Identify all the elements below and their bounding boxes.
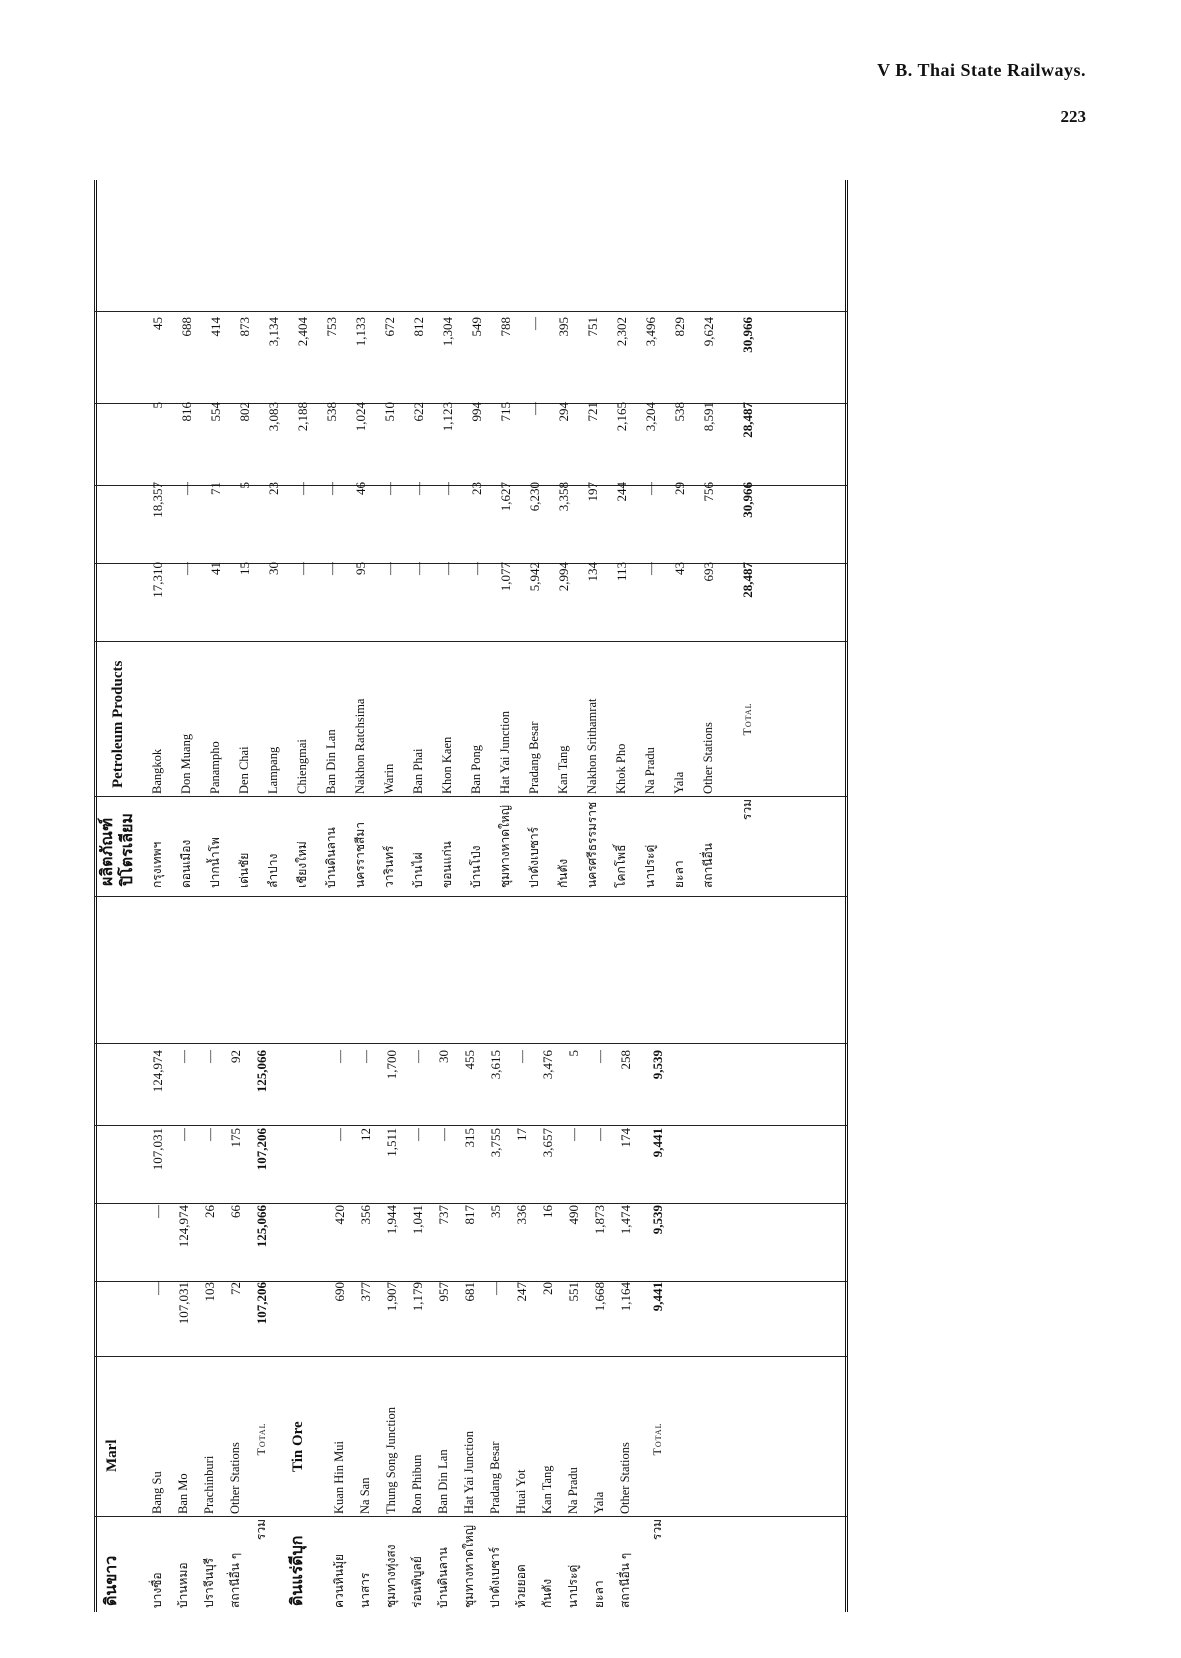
row-station-name: Kan Tang	[556, 745, 570, 794]
row-thai-label: รวม	[740, 799, 754, 821]
value-cell: 1,077	[498, 562, 513, 592]
column-rule	[94, 311, 848, 312]
row-thai-label: บ้านดินลาน	[436, 1547, 450, 1608]
value-cell: 1,024	[353, 402, 368, 432]
value-cell: 788	[498, 317, 513, 337]
value-cell: —	[295, 482, 310, 495]
row-station-name: Na Pradu	[566, 1467, 580, 1514]
value-cell: 35	[488, 1205, 503, 1218]
row-station-name: Hat Yai Junction	[462, 1431, 476, 1514]
value-cell: 622	[411, 402, 426, 422]
row-station-name: Bangkok	[150, 748, 164, 794]
value-cell: —	[488, 1282, 503, 1295]
value-cell: 1,907	[384, 1282, 399, 1312]
row-thai-label: นาประดู่	[643, 844, 657, 888]
value-cell: —	[202, 1128, 217, 1141]
row-thai-label: นครศรีธรรมราช	[585, 801, 599, 888]
row-thai-label: ดอนเมือง	[179, 839, 193, 888]
value-cell: 66	[228, 1205, 243, 1218]
value-cell: 829	[672, 317, 687, 337]
value-cell: 43	[672, 562, 687, 575]
value-cell: 802	[237, 402, 252, 422]
value-cell: 551	[566, 1282, 581, 1302]
value-cell: 9,539	[650, 1050, 665, 1080]
value-cell: 9,624	[701, 317, 716, 347]
value-cell: —	[592, 1050, 607, 1063]
row-thai-label: ชุมทางหาดใหญ่	[462, 1525, 476, 1608]
value-cell: 538	[672, 402, 687, 422]
value-cell: 2,404	[295, 317, 310, 347]
value-cell: 957	[436, 1282, 451, 1302]
row-station-name: Den Chai	[237, 746, 251, 794]
column-rule	[94, 896, 848, 897]
value-cell: 490	[566, 1205, 581, 1225]
value-cell: 377	[358, 1282, 373, 1302]
value-cell: 197	[585, 482, 600, 502]
value-cell: 737	[436, 1205, 451, 1225]
value-cell: 26	[202, 1205, 217, 1218]
value-cell: 3,657	[540, 1128, 555, 1158]
row-station-name: Yala	[592, 1491, 606, 1514]
value-cell: 336	[514, 1205, 529, 1225]
value-cell: 30	[266, 562, 281, 575]
value-cell: —	[440, 482, 455, 495]
row-station-name: Bang Su	[150, 1471, 164, 1514]
row-station-name: Khon Kaen	[440, 736, 454, 794]
value-cell: 16	[540, 1205, 555, 1218]
value-cell: —	[436, 1128, 451, 1141]
value-cell: 45	[150, 317, 165, 330]
row-thai-label: เชียงใหม่	[295, 841, 309, 888]
value-cell: 9,441	[650, 1282, 665, 1312]
row-station-name: Other Stations	[701, 722, 715, 794]
row-thai-label: ปาดังเบซาร์	[527, 826, 541, 888]
row-thai-label: กรุงเทพฯ	[150, 841, 164, 888]
row-station-name: Kan Tang	[540, 1465, 554, 1514]
row-thai-label: นาประดู่	[566, 1564, 580, 1608]
total-label: Total	[650, 1422, 664, 1456]
row-station-name: Ban Pong	[469, 745, 483, 794]
row-station-name: Ban Din Lan	[436, 1449, 450, 1514]
row-station-name: Nakhon Ratchsima	[353, 698, 367, 794]
value-cell: 1,627	[498, 482, 513, 512]
value-cell: 28,487	[740, 562, 755, 598]
row-station-name: Other Stations	[228, 1442, 242, 1514]
row-thai-label: โคกโพธิ์	[614, 844, 628, 888]
value-cell: 5	[566, 1050, 581, 1057]
value-cell: 751	[585, 317, 600, 337]
value-cell: 247	[514, 1282, 529, 1302]
value-cell: 538	[324, 402, 339, 422]
column-rule	[94, 1516, 848, 1517]
row-thai-label: นครราชสีมา	[353, 822, 367, 888]
value-cell: 756	[701, 482, 716, 502]
row-thai-label: ห้วยยอด	[514, 1564, 528, 1608]
row-thai-label: ควนหินมุ้ย	[332, 1553, 346, 1608]
row-thai-label: สถานีอื่น	[701, 843, 715, 888]
value-cell: 812	[411, 317, 426, 337]
value-cell: 29	[672, 482, 687, 495]
value-cell: 17,310	[150, 562, 165, 598]
value-cell: 688	[179, 317, 194, 337]
rotated-table-container	[94, 180, 848, 1612]
value-cell: 107,031	[176, 1282, 191, 1325]
row-thai-label: รวม	[254, 1519, 268, 1541]
value-cell: 46	[353, 482, 368, 495]
row-station-name: Thung Song Junction	[384, 1407, 398, 1514]
row-station-name: Ron Phibun	[410, 1454, 424, 1514]
value-cell: 12	[358, 1128, 373, 1141]
value-cell: 18,357	[150, 482, 165, 518]
value-cell: 8,591	[701, 402, 716, 432]
value-cell: —	[469, 562, 484, 575]
value-cell: 107,206	[254, 1128, 269, 1171]
value-cell: 5,942	[527, 562, 542, 592]
section-thai-title: ดินแร่ดีบุก	[287, 1535, 306, 1606]
row-thai-label: ลำปาง	[266, 853, 280, 888]
value-cell: 420	[332, 1205, 347, 1225]
row-thai-label: กันตัง	[540, 1578, 554, 1608]
row-station-name: Pradang Besar	[488, 1441, 502, 1514]
value-cell: 1,179	[410, 1282, 425, 1312]
value-cell: 510	[382, 402, 397, 422]
value-cell: 1,944	[384, 1205, 399, 1235]
value-cell: 20	[540, 1282, 555, 1295]
value-cell: 3,496	[643, 317, 658, 347]
column-rule	[94, 1356, 848, 1357]
value-cell: 395	[556, 317, 571, 337]
value-cell: 715	[498, 402, 513, 422]
value-cell: 994	[469, 402, 484, 422]
value-cell: —	[440, 562, 455, 575]
value-cell: —	[358, 1050, 373, 1063]
row-station-name: Na San	[358, 1477, 372, 1514]
value-cell: 1,304	[440, 317, 455, 347]
value-cell: —	[527, 317, 542, 330]
column-rule	[94, 1043, 848, 1044]
running-header: V B. Thai State Railways.	[877, 60, 1086, 80]
value-cell: —	[324, 562, 339, 575]
section-title: Marl	[104, 1439, 120, 1472]
value-cell: —	[332, 1050, 347, 1063]
value-cell: 1,474	[618, 1205, 633, 1235]
row-thai-label: ยะลา	[672, 860, 686, 888]
value-cell: 113	[614, 562, 629, 582]
value-cell: 30	[436, 1050, 451, 1063]
value-cell: 315	[462, 1128, 477, 1148]
row-thai-label: ชุมทางทุ่งสง	[384, 1544, 398, 1608]
row-station-name: Lampang	[266, 746, 280, 794]
row-station-name: Don Muang	[179, 733, 193, 794]
value-cell: 455	[462, 1050, 477, 1070]
value-cell: —	[179, 562, 194, 575]
value-cell: 2,302	[614, 317, 629, 347]
value-cell: 681	[462, 1282, 477, 1302]
value-cell: 294	[556, 402, 571, 422]
value-cell: 5	[150, 402, 165, 409]
value-cell: —	[382, 482, 397, 495]
row-station-name: Hat Yai Junction	[498, 711, 512, 794]
row-station-name: Ban Phai	[411, 748, 425, 794]
value-cell: 103	[202, 1282, 217, 1302]
page-number: 223	[1060, 107, 1086, 126]
value-cell: 549	[469, 317, 484, 337]
value-cell: —	[324, 482, 339, 495]
value-cell: 356	[358, 1205, 373, 1225]
value-cell: 721	[585, 402, 600, 422]
row-thai-label: ยะลา	[592, 1580, 606, 1608]
row-station-name: Khok Pho	[614, 743, 628, 794]
value-cell: 125,066	[254, 1205, 269, 1248]
section-thai-title: ผลิตภัณฑ์	[97, 817, 116, 886]
value-cell: 414	[208, 317, 223, 337]
value-cell: 5	[237, 482, 252, 489]
value-cell: 554	[208, 402, 223, 422]
row-station-name: Chiengmai	[295, 739, 309, 794]
value-cell: 95	[353, 562, 368, 575]
row-station-name: Kuan Hin Mui	[332, 1441, 346, 1514]
value-cell: 15	[237, 562, 252, 575]
value-cell: —	[176, 1128, 191, 1141]
section-thai-title: ปิโตรเลียม	[117, 813, 136, 886]
value-cell: 28,487	[740, 402, 755, 438]
section-title: Tin Ore	[290, 1421, 306, 1472]
value-cell: 1,668	[592, 1282, 607, 1312]
value-cell: 672	[382, 317, 397, 337]
value-cell: 693	[701, 562, 716, 582]
value-cell: 124,974	[176, 1205, 191, 1248]
value-cell: 134	[585, 562, 600, 582]
row-station-name: Panampho	[208, 741, 222, 794]
value-cell: 107,206	[254, 1282, 269, 1325]
value-cell: —	[179, 482, 194, 495]
value-cell: 72	[228, 1282, 243, 1295]
row-station-name: Na Pradu	[643, 747, 657, 794]
row-thai-label: กันตัง	[556, 858, 570, 888]
value-cell: 258	[618, 1050, 633, 1070]
column-rule	[94, 1125, 848, 1126]
value-cell: 107,031	[150, 1128, 165, 1171]
value-cell: 9,539	[650, 1205, 665, 1235]
row-station-name: Pradang Besar	[527, 721, 541, 794]
value-cell: 3,358	[556, 482, 571, 512]
row-thai-label: ปาดังเบซาร์	[488, 1546, 502, 1608]
value-cell: 3,615	[488, 1050, 503, 1080]
value-cell: 1,164	[618, 1282, 633, 1312]
value-cell: —	[411, 482, 426, 495]
row-thai-label: บ้านดินลาน	[324, 827, 338, 888]
section-title: Petroleum Products	[110, 660, 126, 788]
row-thai-label: บ้านโป่ง	[469, 845, 483, 888]
row-station-name: Yala	[672, 771, 686, 794]
row-thai-label: ร่อนพิบูลย์	[410, 1556, 424, 1608]
value-cell: 1,873	[592, 1205, 607, 1235]
value-cell: 1,041	[410, 1205, 425, 1235]
value-cell: —	[410, 1050, 425, 1063]
value-cell: —	[202, 1050, 217, 1063]
value-cell: 816	[179, 402, 194, 422]
value-cell: 23	[469, 482, 484, 495]
value-cell: 817	[462, 1205, 477, 1225]
value-cell: 1,133	[353, 317, 368, 347]
total-label: Total	[254, 1422, 268, 1456]
value-cell: 174	[618, 1128, 633, 1148]
row-thai-label: สถานีอื่น ๆ	[618, 1552, 632, 1608]
row-thai-label: ขอนแก่น	[440, 841, 454, 888]
row-station-name: Other Stations	[618, 1442, 632, 1514]
row-station-name: Ban Mo	[176, 1473, 190, 1514]
statistics-table	[94, 180, 848, 1612]
value-cell: —	[643, 562, 658, 575]
value-cell: 30,966	[740, 482, 755, 518]
row-station-name: Ban Din Lan	[324, 729, 338, 794]
value-cell: —	[566, 1128, 581, 1141]
row-station-name: Huai Yot	[514, 1469, 528, 1514]
row-thai-label: สถานีอื่น ๆ	[228, 1552, 242, 1608]
value-cell: —	[295, 562, 310, 575]
value-cell: 1,700	[384, 1050, 399, 1080]
value-cell: 30,966	[740, 317, 755, 353]
value-cell: 1,511	[384, 1128, 399, 1157]
value-cell: 2,165	[614, 402, 629, 432]
row-station-name: Nakhon Srithamrat	[585, 698, 599, 794]
value-cell: 17	[514, 1128, 529, 1141]
row-thai-label: ชุมทางหาดใหญ่	[498, 805, 512, 888]
value-cell: 3,755	[488, 1128, 503, 1158]
value-cell: 3,134	[266, 317, 281, 347]
value-cell: 690	[332, 1282, 347, 1302]
value-cell: —	[410, 1128, 425, 1141]
value-cell: 2,188	[295, 402, 310, 432]
value-cell: —	[176, 1050, 191, 1063]
value-cell: 125,066	[254, 1050, 269, 1093]
row-station-name: Warin	[382, 763, 396, 794]
row-thai-label: นาสาร	[358, 1572, 372, 1608]
value-cell: 3,204	[643, 402, 658, 432]
value-cell: —	[150, 1282, 165, 1295]
value-cell: —	[592, 1128, 607, 1141]
row-thai-label: ปราจีนบุรี	[202, 1557, 216, 1608]
column-rule	[94, 796, 848, 797]
row-thai-label: บางซื่อ	[150, 1572, 164, 1608]
value-cell: 753	[324, 317, 339, 337]
row-thai-label: เด่นชัย	[237, 852, 251, 888]
value-cell: —	[332, 1128, 347, 1141]
total-label: Total	[740, 702, 754, 736]
value-cell: 3,476	[540, 1050, 555, 1080]
value-cell: 2,994	[556, 562, 571, 592]
column-rule	[94, 1203, 848, 1204]
row-thai-label: บ้านไผ่	[411, 852, 425, 888]
row-thai-label: รวม	[650, 1519, 664, 1541]
value-cell: —	[150, 1205, 165, 1218]
row-thai-label: ปากน้ำโพ	[208, 837, 222, 888]
row-thai-label: บ้านหมอ	[176, 1562, 190, 1608]
value-cell: 9,441	[650, 1128, 665, 1158]
row-station-name: Prachinburi	[202, 1455, 216, 1514]
value-cell: —	[643, 482, 658, 495]
value-cell: 124,974	[150, 1050, 165, 1093]
value-cell: 71	[208, 482, 223, 495]
value-cell: 6,230	[527, 482, 542, 512]
row-thai-label: วารินทร์	[382, 845, 396, 888]
value-cell: 1,123	[440, 402, 455, 432]
value-cell: —	[382, 562, 397, 575]
value-cell: 92	[228, 1050, 243, 1063]
value-cell: —	[514, 1050, 529, 1063]
value-cell: 175	[228, 1128, 243, 1148]
value-cell: —	[411, 562, 426, 575]
value-cell: 3,083	[266, 402, 281, 432]
value-cell: 41	[208, 562, 223, 575]
value-cell: 873	[237, 317, 252, 337]
section-thai-title: ดินขาว	[101, 1555, 120, 1606]
header-rule	[94, 180, 95, 1612]
value-cell: 244	[614, 482, 629, 502]
value-cell: 23	[266, 482, 281, 495]
value-cell: —	[527, 402, 542, 415]
